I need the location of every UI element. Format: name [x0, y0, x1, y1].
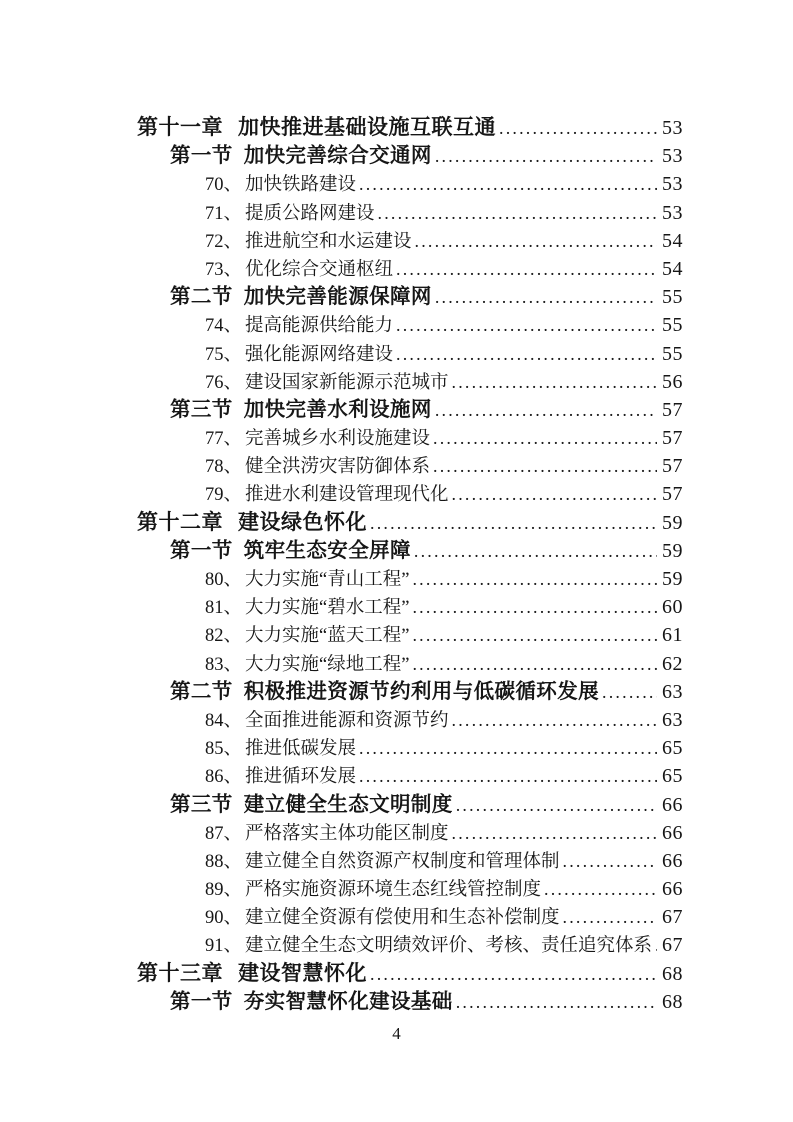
toc-entry-title: 筑牢生态安全屏障	[243, 539, 411, 562]
toc-list	[137, 114, 683, 1016]
toc-entry-title: 加快完善水利设施网	[243, 398, 432, 421]
toc-entry-page: 55	[662, 342, 683, 365]
toc-entry-page: 65	[662, 737, 683, 760]
toc-entry-label: 80、	[205, 570, 243, 590]
toc-entry	[137, 988, 683, 1016]
toc-entry-label: 72、	[205, 231, 243, 252]
toc-entry-title: 推进航空和水运建设	[245, 231, 412, 252]
dot-leader	[433, 424, 657, 452]
toc-entry-title: 建立健全生态文明制度	[243, 793, 453, 816]
toc-entry-title: 建设绿色怀化	[238, 510, 367, 534]
toc-entry-page: 53	[662, 173, 683, 196]
dot-leader	[370, 960, 657, 988]
toc-entry-page: 53	[662, 145, 683, 168]
dot-leader	[396, 255, 657, 283]
toc-entry-title: 建设国家新能源示范城市	[245, 372, 449, 393]
dot-leader	[414, 537, 657, 565]
toc-entry	[137, 875, 683, 903]
toc-entry-title: 加快铁路建设	[245, 175, 357, 196]
toc-entry	[137, 227, 683, 255]
toc-entry	[137, 960, 683, 988]
toc-entry-label: 75、	[205, 344, 243, 365]
toc-entry-label: 第十三章	[137, 961, 223, 985]
toc-entry	[137, 931, 683, 959]
toc-entry	[137, 565, 683, 593]
toc-entry-label: 91、	[205, 936, 243, 957]
toc-entry-title: 严格实施资源环境生态红线管控制度	[245, 880, 542, 901]
dot-leader	[412, 650, 657, 678]
toc-entry-page: 67	[662, 934, 683, 957]
toc-entry-title: 建立健全自然资源产权制度和管理体制	[245, 851, 560, 872]
toc-entry	[137, 734, 683, 762]
toc-entry-page: 65	[662, 765, 683, 788]
toc-entry-title: 优化综合交通枢纽	[245, 259, 394, 280]
dot-leader	[378, 199, 657, 227]
toc-entry-title: 完善城乡水利设施建设	[245, 429, 431, 450]
dot-leader	[499, 114, 657, 142]
dot-leader	[456, 988, 657, 1016]
toc-entry-title: 加快推进基础设施互联互通	[238, 116, 496, 139]
toc-entry	[137, 650, 683, 678]
dot-leader	[359, 170, 657, 198]
toc-entry-label: 73、	[205, 259, 243, 280]
toc-entry-title: 推进低碳发展	[245, 739, 357, 760]
toc-entry	[137, 819, 683, 847]
toc-entry-label: 79、	[205, 485, 243, 506]
toc-entry-label: 第一节	[170, 539, 233, 562]
dot-leader	[452, 480, 657, 508]
toc-entry-label: 第三节	[170, 793, 233, 816]
dot-leader	[544, 875, 657, 903]
toc-entry-label: 81、	[205, 598, 243, 619]
dot-leader	[452, 706, 657, 734]
toc-entry-title: 夯实智慧怀化建设基础	[243, 990, 453, 1013]
toc-entry-title: 建设智慧怀化	[238, 961, 367, 985]
dot-leader	[359, 762, 657, 790]
toc-entry-page: 63	[662, 680, 683, 703]
toc-entry	[137, 762, 683, 790]
toc-entry-page: 56	[662, 370, 683, 393]
dot-leader	[563, 847, 657, 875]
toc-entry-title: 积极推进资源节约利用与低碳循环发展	[243, 680, 600, 703]
toc-entry-title: 大力实施“蓝天工程”	[245, 626, 410, 647]
toc-entry-page: 66	[662, 793, 683, 816]
dot-leader	[370, 509, 657, 537]
toc-entry-title: 加快完善综合交通网	[243, 145, 432, 168]
toc-entry-page: 68	[662, 990, 683, 1013]
toc-entry-label: 78、	[205, 457, 243, 478]
toc-entry-title: 推进水利建设管理现代化	[245, 485, 449, 506]
toc-entry-title: 健全洪涝灾害防御体系	[245, 457, 431, 478]
toc-entry-title: 严格落实主体功能区制度	[245, 823, 449, 844]
dot-leader	[412, 621, 657, 649]
toc-entry-page: 66	[662, 878, 683, 901]
dot-leader	[412, 565, 657, 593]
dot-leader	[655, 931, 657, 959]
toc-entry-page: 57	[662, 427, 683, 450]
toc-entry	[137, 368, 683, 396]
dot-leader	[435, 396, 657, 424]
toc-entry	[137, 621, 683, 649]
toc-entry	[137, 170, 683, 198]
dot-leader	[602, 678, 657, 706]
toc-entry-page: 54	[662, 229, 683, 252]
toc-entry-label: 87、	[205, 823, 243, 844]
toc-entry	[137, 340, 683, 368]
toc-entry	[137, 537, 683, 565]
toc-entry-page: 57	[662, 455, 683, 478]
toc-entry-page: 59	[662, 511, 683, 534]
toc-entry-title: 大力实施“碧水工程”	[245, 598, 410, 619]
toc-entry-title: 加快完善能源保障网	[243, 286, 432, 309]
dot-leader	[435, 283, 657, 311]
toc-entry	[137, 678, 683, 706]
toc-entry	[137, 199, 683, 227]
toc-entry	[137, 255, 683, 283]
toc-entry-page: 60	[662, 596, 683, 619]
toc-entry-page: 53	[662, 117, 683, 139]
toc-entry-label: 89、	[205, 880, 243, 901]
toc-entry	[137, 396, 683, 424]
toc-entry	[137, 509, 683, 537]
toc-entry-page: 57	[662, 483, 683, 506]
toc-entry-label: 第二节	[170, 680, 233, 703]
toc-entry	[137, 791, 683, 819]
toc-entry-title: 提质公路网建设	[245, 203, 375, 224]
page-footer	[0, 1024, 793, 1044]
toc-entry	[137, 142, 683, 170]
toc-entry-title: 建立健全资源有偿使用和生态补偿制度	[245, 908, 560, 929]
toc-entry-title: 推进循环发展	[245, 767, 357, 788]
dot-leader	[396, 311, 657, 339]
dot-leader	[433, 452, 657, 480]
toc-entry	[137, 452, 683, 480]
toc-entry-label: 82、	[205, 626, 243, 647]
toc-entry-page: 55	[662, 314, 683, 337]
toc-entry-title: 提高能源供给能力	[245, 316, 394, 337]
toc-entry-title: 强化能源网络建设	[245, 344, 394, 365]
toc-entry-page: 68	[662, 962, 683, 985]
toc-entry-label: 88、	[205, 851, 243, 872]
toc-entry	[137, 903, 683, 931]
toc-entry-title: 建立健全生态文明绩效评价、考核、责任追究体系	[245, 936, 653, 957]
toc-entry-title: 全面推进能源和资源节约	[245, 710, 449, 731]
toc-entry-label: 86、	[205, 767, 243, 788]
toc-entry-label: 第二节	[170, 286, 233, 309]
toc-entry	[137, 114, 683, 142]
toc-entry	[137, 311, 683, 339]
toc-entry	[137, 847, 683, 875]
toc-entry-page: 55	[662, 286, 683, 309]
page-number: 4	[392, 1024, 401, 1043]
toc-entry-label: 74、	[205, 316, 243, 337]
toc-entry-title: 大力实施“青山工程”	[245, 570, 410, 590]
toc-entry-label: 70、	[205, 175, 243, 196]
dot-leader	[415, 227, 657, 255]
toc-entry-label: 85、	[205, 739, 243, 760]
toc-entry-label: 76、	[205, 372, 243, 393]
dot-leader	[452, 368, 657, 396]
toc-entry-label: 第三节	[170, 398, 233, 421]
toc-entry-label: 83、	[205, 654, 243, 675]
toc-entry-label: 71、	[205, 203, 243, 224]
toc-entry-label: 84、	[205, 710, 243, 731]
dot-leader	[456, 791, 657, 819]
dot-leader	[563, 903, 657, 931]
dot-leader	[359, 734, 657, 762]
dot-leader	[396, 340, 657, 368]
toc-entry-label: 第十二章	[137, 510, 223, 534]
toc-entry-label: 第一节	[170, 990, 233, 1013]
dot-leader	[452, 819, 657, 847]
toc-entry	[137, 480, 683, 508]
toc-entry-label: 第十一章	[137, 116, 223, 139]
toc-entry-label: 90、	[205, 908, 243, 929]
toc-entry-page: 63	[662, 708, 683, 731]
toc-entry-page: 66	[662, 849, 683, 872]
toc-entry-page: 54	[662, 257, 683, 280]
toc-entry	[137, 593, 683, 621]
toc-entry-page: 61	[662, 624, 683, 647]
dot-leader	[435, 142, 657, 170]
toc-entry	[137, 283, 683, 311]
toc-entry-page: 57	[662, 398, 683, 421]
toc-entry-label: 第一节	[170, 145, 233, 168]
toc-entry-page: 66	[662, 821, 683, 844]
toc-entry-title: 大力实施“绿地工程”	[245, 654, 410, 675]
toc-entry-page: 53	[662, 201, 683, 224]
toc-entry-page: 59	[662, 539, 683, 562]
toc-entry-label: 77、	[205, 429, 243, 450]
toc-entry	[137, 706, 683, 734]
toc-entry-page: 67	[662, 906, 683, 929]
dot-leader	[412, 593, 657, 621]
toc-entry-page: 59	[662, 568, 683, 590]
toc-entry	[137, 424, 683, 452]
toc-entry-page: 62	[662, 652, 683, 675]
